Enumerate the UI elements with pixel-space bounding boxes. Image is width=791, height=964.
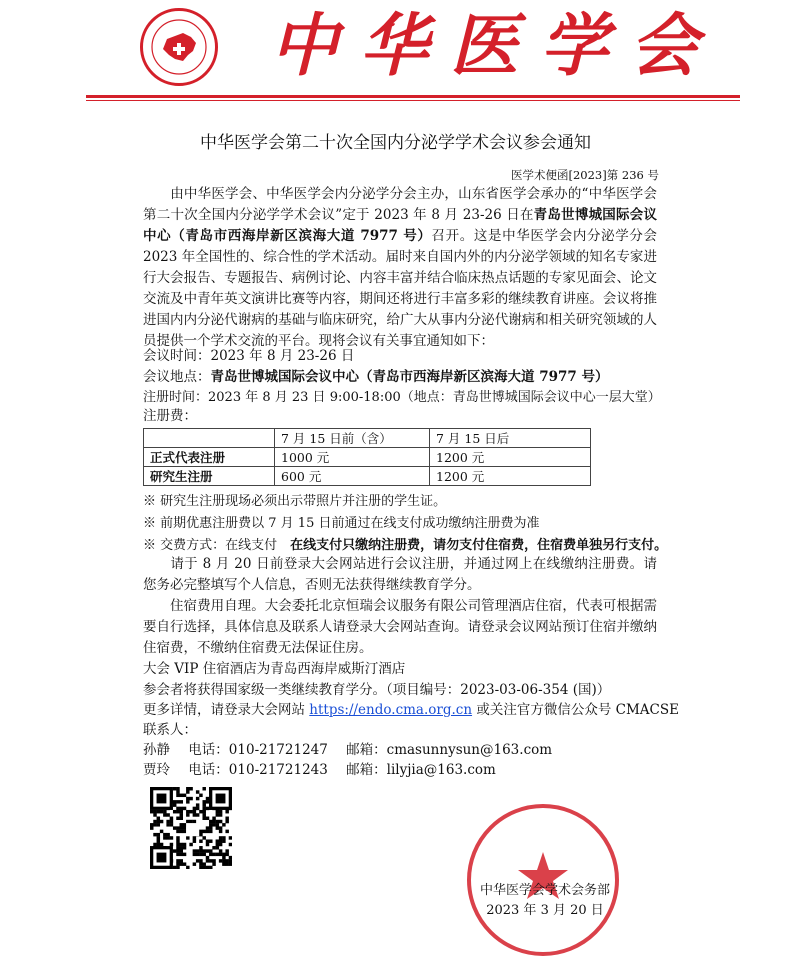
table-header-cell: 7 月 15 日前（含）	[275, 429, 430, 448]
note-early-fee: ※ 前期优惠注册费以 7 月 15 日前通过在线支付成功缴纳注册费为准	[143, 516, 540, 531]
table-header-cell	[144, 429, 275, 448]
contacts-label: 联系人：	[143, 722, 197, 738]
credit-line: 参会者将获得国家级一类继续教育学分。（项目编号：2023-03-06-354 (国)）	[143, 682, 611, 698]
table-header-cell: 7 月 15 日后	[430, 429, 591, 448]
note-payment-bold: 在线支付只缴纳注册费，请勿支付住宿费，住宿费单独另行支付。	[290, 538, 668, 553]
official-seal-icon	[463, 800, 623, 960]
website-link[interactable]: https://endo.cma.org.cn	[309, 702, 473, 718]
table-cell: 1200 元	[430, 448, 591, 467]
qr-code-icon[interactable]	[150, 787, 232, 869]
contact-email: 邮箱：cmasunnysun@163.com	[346, 742, 553, 758]
table-cell: 1000 元	[275, 448, 430, 467]
header-rule-thin	[86, 100, 740, 101]
contact-row	[143, 760, 496, 781]
hotel-text: 住宿费用自理。大会委托北京恒瑞会议服务有限公司管理酒店住宿，代表可根据需要自行选择，具体信息及联系人请登录大会网站查询。请登录会议网站预订住宿并缴纳住宿费，不缴纳住宿费无法保证住房。	[143, 598, 657, 656]
fee-label: 注册费：	[143, 408, 197, 424]
table-row	[144, 448, 591, 467]
meeting-place-label: 会议地点：	[143, 369, 211, 385]
meeting-time: 会议时间：2023 年 8 月 23-26 日	[143, 348, 355, 364]
signature-date: 2023 年 3 月 20 日	[486, 903, 604, 918]
register-paragraph	[143, 554, 657, 596]
meeting-place-value: 青岛世博城国际会议中心（青岛市西海岸新区滨海大道 7977 号）	[210, 369, 609, 385]
contact-row	[143, 740, 552, 761]
more-info	[143, 700, 679, 721]
contact-phone: 电话：010-21721243	[188, 762, 328, 778]
document-number: 医学术便函[2023]第 236 号	[511, 168, 659, 182]
meeting-place	[143, 367, 608, 388]
cma-logo-icon	[140, 8, 218, 86]
signature-block	[470, 881, 620, 921]
table-cell: 正式代表注册	[144, 448, 275, 467]
table-cell: 600 元	[275, 467, 430, 486]
vip-hotel: 大会 VIP 住宿酒店为青岛西海岸威斯汀酒店	[143, 661, 406, 677]
note-payment	[143, 535, 667, 556]
contact-name: 贾玲	[143, 762, 170, 778]
intro-text-2: 召开。这是中华医学会内分泌学分会 2023 年全国性的、综合性的学术活动。届时来自国内外的内分泌学领域的知名专家进行大会报告、专题报告、病例讨论、内容丰富并结合临床热点话题的专家见面会、论文交流及中青年英文演讲比赛等内容，期间还将进行丰富多彩的继续教育讲座。会议将推进国内内分泌代谢病的基础与临床研究，给广大从事内分泌代谢病和相关研究领域的人员提供一个学术交流的平台。现将会议有关事宜通知如下：	[143, 228, 657, 349]
more-info-suffix: 或关注官方微信公众号 CMACSE	[472, 702, 679, 718]
note-student-id: ※ 研究生注册现场必须出示带照片并注册的学生证。	[143, 494, 447, 509]
header-rule-thick	[86, 95, 740, 98]
fee-table	[143, 428, 591, 486]
intro-venue-bold: 青岛世博城国际会议中心（青岛市西海岸新区滨海大道 7977 号）	[143, 207, 657, 244]
hotel-paragraph	[143, 596, 657, 659]
org-masthead: 中华医学会	[270, 6, 721, 86]
page-title: 中华医学会第二十次全国内分泌学学术会议参会通知	[200, 133, 591, 153]
more-info-prefix: 更多详情，请登录大会网站	[143, 702, 310, 718]
table-header-row	[144, 429, 591, 448]
contact-email: 邮箱：lilyjia@163.com	[346, 762, 496, 778]
contact-phone: 电话：010-21721247	[188, 742, 328, 758]
table-row	[144, 467, 591, 486]
note-payment-prefix: ※ 交费方式：在线支付	[143, 538, 291, 553]
signature-org: 中华医学会学术会务部	[479, 883, 610, 898]
contact-name: 孙静	[143, 742, 170, 758]
registration-time: 注册时间：2023 年 8 月 23 日 9:00-18:00（地点：青岛世博城国际会议中心一层大堂）	[143, 390, 661, 405]
intro-paragraph	[143, 184, 657, 352]
table-cell: 研究生注册	[144, 467, 275, 486]
intro-text-1: 由中华医学会、中华医学会内分泌学分会主办，山东省医学会承办的“中华医学会第二十次全国内分泌学学术会议”定于 2023 年 8 月 23-26 日在	[143, 186, 657, 223]
register-text: 请于 8 月 20 日前登录大会网站进行会议注册，并通过网上在线缴纳注册费。请您务必完整填写个人信息，否则无法获得继续教育学分。	[143, 556, 657, 593]
table-cell: 1200 元	[430, 467, 591, 486]
